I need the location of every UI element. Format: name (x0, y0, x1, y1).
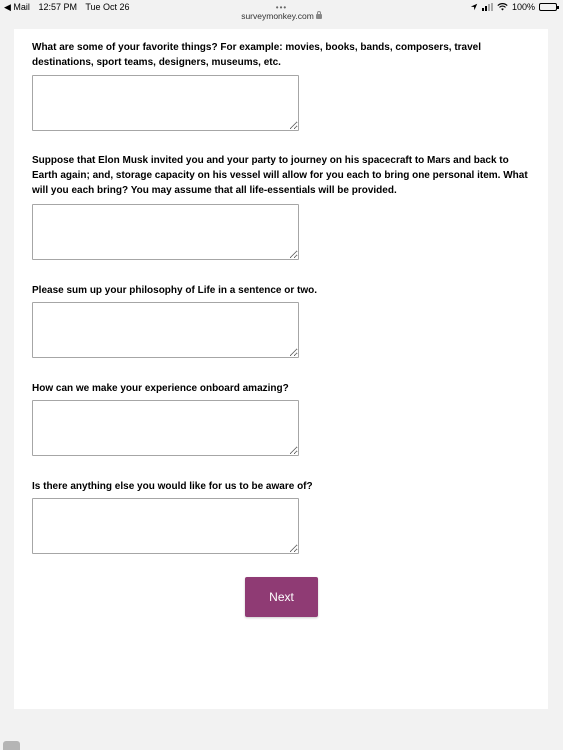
question-philosophy: Please sum up your philosophy of Life in a sentence or two. (32, 285, 318, 296)
question-experience: How can we make your experience onboard amazing? (32, 383, 289, 394)
tab-dots[interactable]: ••• (275, 3, 288, 12)
answer-favorite-things[interactable] (32, 75, 299, 131)
next-button[interactable]: Next (245, 577, 318, 617)
answer-anything-else[interactable] (32, 498, 299, 554)
battery-percent: 100% (511, 2, 535, 12)
status-time: 12:57 PM (38, 2, 77, 12)
answer-philosophy[interactable] (32, 302, 299, 358)
status-date: Tue Oct 26 (85, 2, 130, 12)
answer-experience[interactable] (32, 400, 299, 456)
url-domain[interactable]: surveymonkey.com (241, 11, 314, 21)
question-favorite-things: What are some of your favorite things? For example: movies, books, bands, composers, travel destinations, sport teams, designers, museums, etc. (32, 42, 482, 68)
survey-page (14, 29, 548, 709)
question-anything-else: Is there anything else you would like for us to be aware of? (32, 481, 313, 492)
answer-mars-item[interactable] (32, 204, 299, 260)
back-to-mail-link[interactable]: ◀ Mail (4, 2, 30, 12)
address-bar[interactable] (0, 5, 563, 21)
question-mars-item: Suppose that Elon Musk invited you and your party to journey on his spacecraft to Mars and back to Earth again; and, storage capacity on his vessel will allow for you each to bring one personal item. What will you each bring? You may assume that all life-essentials will be provided. (32, 155, 528, 196)
lock-icon (3, 741, 20, 750)
lock-icon (316, 14, 322, 19)
